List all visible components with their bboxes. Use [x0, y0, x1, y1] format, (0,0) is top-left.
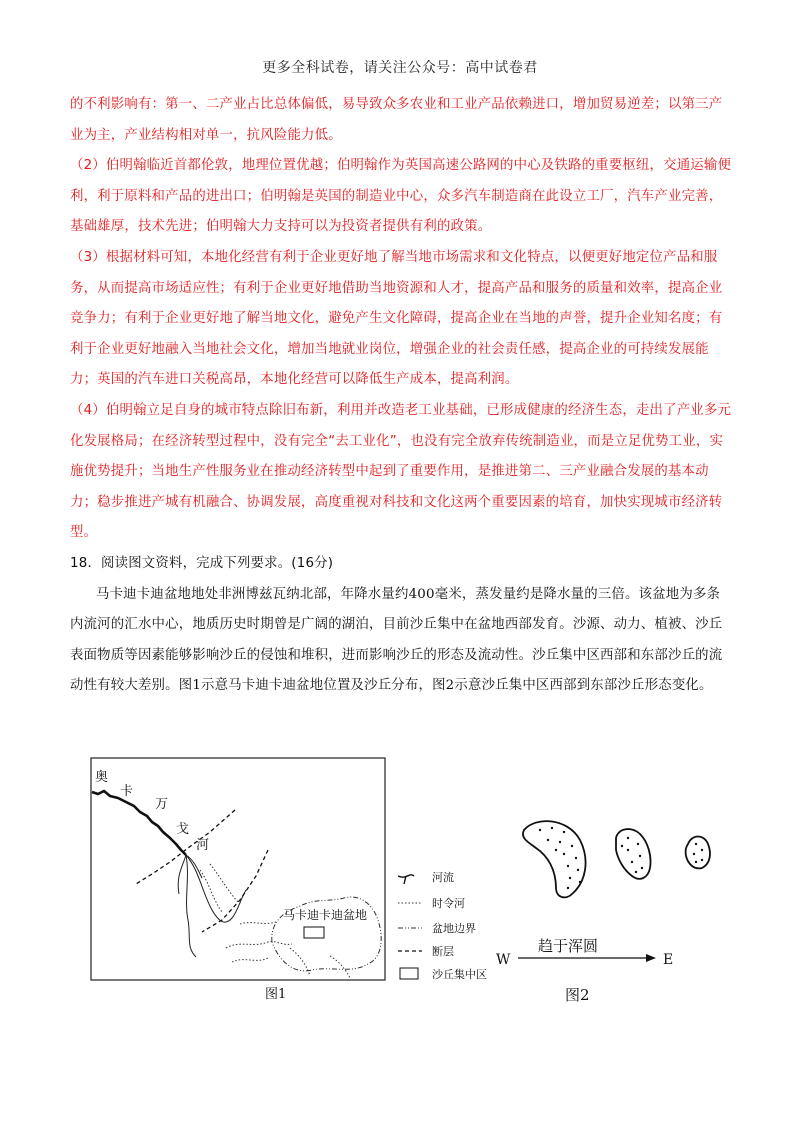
figure-1-frame — [91, 758, 385, 980]
east-label: E — [663, 952, 674, 968]
arrow-label: 趋于浑圆 — [538, 937, 599, 955]
legend-dune-area-symbol — [400, 968, 418, 979]
fault-lines — [136, 810, 268, 932]
river-label-char-1: 奥 — [95, 770, 109, 785]
answer-paragraph-1: 的不利影响有：第一、二产业占比总体偏低，易导致众多农业和工业产品依赖进口，增加贸易逆差；以第三产业为主，产业结构相对单一，抗风险能力低。 — [70, 97, 723, 143]
figure-2-caption: 图2 — [565, 986, 590, 1004]
dune-crescent — [523, 821, 586, 897]
dune-concentration-area — [304, 927, 324, 938]
river-label-char-4: 戈 — [176, 822, 190, 837]
answer-paragraph-2: （2）伯明翰临近首都伦敦，地理位置优越；伯明翰作为英国高速公路网的中心及铁路的重要枢纽，交通运输便利，利于原料和产品的进出口；伯明翰是英国的制造业中心，众多汽车制造商在此设立工厂，汽车产业完善，基础雄厚，技术先进；伯明翰大力支持可以为投资者提供有利的政策。 — [70, 158, 732, 235]
figure-1-legend — [398, 870, 487, 981]
legend-dune-area-label: 沙丘集中区 — [432, 968, 487, 981]
legend-fault-label: 断层 — [432, 945, 454, 958]
river-label-char-3: 万 — [155, 797, 169, 812]
page-content — [70, 90, 732, 702]
dune-semi-round — [616, 829, 651, 879]
figure-2 — [496, 821, 710, 1004]
figure-1-caption: 图1 — [265, 987, 287, 1002]
legend-river-label: 河流 — [432, 871, 454, 884]
legend-seasonal-river-label: 时令河 — [432, 897, 465, 910]
answer-paragraph-4: （4）伯明翰立足自身的城市特点除旧布新，利用并改造老工业基础，已形成健康的经济生态，走出了产业多元化发展格局；在经济转型过程中，没有完全“去工业化”，也没有完全放弃传统制造业，而是立足优势工业，实施优势提升；当地生产性服务业在推动经济转型中起到了重要作用，是推进第二、三产业融合发展的基本动力；稳步推进产城有机融合、协调发展，高度重视对科技和文化这两个重要因素的培育，加快实现城市经济转型。 — [70, 402, 732, 541]
river-label-char-2: 卡 — [120, 784, 134, 799]
delta-branches — [178, 855, 246, 957]
answer-section — [70, 90, 732, 549]
dune-round — [686, 837, 710, 869]
figures — [0, 752, 800, 1012]
legend-basin-boundary-label: 盆地边界 — [432, 922, 476, 935]
river-label-char-5: 河 — [196, 838, 210, 853]
okavango-river-main — [92, 791, 186, 855]
direction-arrowhead — [646, 954, 656, 962]
legend-river-symbol — [398, 875, 414, 884]
figures-svg — [0, 752, 800, 1012]
west-label: W — [496, 952, 511, 968]
page-header: 更多全科试卷，请关注公众号：高中试卷君 — [262, 60, 538, 76]
basin-label: 马卡迪卡迪盆地 — [283, 908, 368, 922]
question-body: 马卡迪卡迪盆地地处非洲博兹瓦纳北部，年降水量约400毫米，蒸发量约是降水量的三倍。该盆地为多条内流河的汇水中心，地质历史时期曾是广阔的湖泊，目前沙丘集中在盆地西部发育。沙源、动力、植被、沙丘表面物质等因素能够影响沙丘的侵蚀和堆积，进而影响沙丘的形态及流动性。沙丘集中区西部和东部沙丘的流动性有较大差别。图1示意马卡迪卡迪盆地位置及沙丘分布，图2示意沙丘集中区西部到东部沙丘形态变化。 — [70, 586, 723, 694]
answer-paragraph-3: （3）根据材料可知，本地化经营有利于企业更好地了解当地市场需求和文化特点，以便更好地定位产品和服务，从而提高市场适应性；有利于企业更好地借助当地资源和人才，提高产品和服务的质量和效率，提高企业竞争力；有利于企业更好地了解当地文化，避免产生文化障碍，提高企业在当地的声誉，提升企业知名度；有利于企业更好地融入当地社会文化，增加当地就业岗位，增强企业的社会责任感，提高企业的可持续发展能力；英国的汽车进口关税高昂，本地化经营可以降低生产成本，提高利润。 — [70, 249, 723, 388]
question-title: 18．阅读图文资料，完成下列要求。(16分) — [70, 555, 334, 571]
question-section — [70, 549, 732, 702]
figure-1 — [91, 758, 385, 1002]
